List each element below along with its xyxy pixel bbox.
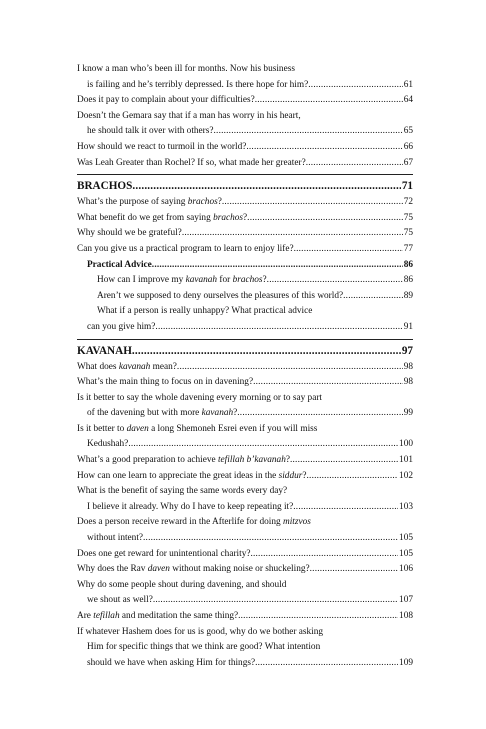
toc-entry-text: can you give him? [87,321,156,332]
page-number: 101 [399,455,413,466]
toc-entry[interactable] [77,609,413,625]
toc-entry-text: Him for specific things that we think are good? What intention [87,642,321,653]
page-number: 77 [403,243,413,254]
page-number: 66 [403,141,413,152]
toc-entry-text: What if a person is really unhappy? What practical advice [97,306,313,317]
page-number: 105 [399,548,413,559]
page-number: 67 [403,157,413,168]
toc-entry[interactable] [77,562,413,578]
toc-entry-text: of the davening but with more kavanah? [87,408,238,419]
toc-entry-text: Is it better to say the whole davening every morning or to say part [77,392,323,403]
toc-entry[interactable] [77,375,413,391]
page-number: 86 [403,275,413,286]
toc-entry[interactable] [77,391,413,422]
toc-entry-text: If whatever Hashem does for us is good, why do we bother asking [77,626,324,637]
page-number: 64 [403,95,413,106]
toc-entry-text: Is it better to daven a long Shemoneh Esrei even if you will miss [77,423,318,434]
page-number: 100 [399,439,413,450]
dot-leader [247,211,403,227]
dot-leader [246,140,402,156]
toc-entry-text: How can one learn to appreciate the great ideas in the siddur? [77,470,307,481]
dot-leader [306,156,403,172]
toc-entry-text: Aren’t we supposed to deny ourselves the pleasures of this world? [97,290,344,301]
toc-entry[interactable] [77,625,413,672]
dot-leader [255,656,398,672]
toc-entry-text: should we have when asking Him for things? [87,657,256,668]
toc-entry[interactable] [77,547,413,563]
toc-entry[interactable] [77,304,413,335]
page-number: 109 [399,657,413,668]
toc-entry-text: without intent? [87,533,144,544]
toc-entry-text: Doesn’t the Gemara say that if a man has worry in his heart, [77,110,301,121]
toc-entry[interactable] [77,453,413,469]
page-number: 103 [399,501,413,512]
toc-entry[interactable] [77,360,413,376]
dot-leader [290,453,398,469]
dot-leader [308,78,402,94]
toc-entry-text: What’s a good preparation to achieve tefillah b’kavanah? [77,455,290,466]
table-of-contents [77,62,413,671]
toc-entry-text: Why do some people shout during davening, and should [77,579,287,590]
page-number: 71 [401,180,413,193]
toc-entry[interactable] [77,242,413,258]
toc-entry[interactable] [77,156,413,172]
page-number: 65 [403,126,413,137]
page-number: 106 [399,564,413,575]
toc-entry-text: is failing and he’s terribly depressed. Is there hope for him? [87,79,309,90]
toc-entry-text: Kedushah? [87,439,129,450]
section-title: BRACHOS [77,180,133,193]
dot-leader [153,593,398,609]
toc-entry-text: What is the benefit of saying the same words every day? [77,486,288,497]
toc-entry-text: How should we react to turmoil in the world? [77,141,247,152]
toc-section-heading[interactable] [77,174,413,195]
toc-entry[interactable] [77,422,413,453]
page-number: 98 [403,361,413,372]
page-number: 97 [401,344,413,357]
toc-entry-text: Does a person receive reward in the Afterlife for doing mitzvos [77,517,311,528]
toc-entry-text: Does one get reward for unintentional charity? [77,548,251,559]
page-number: 105 [399,533,413,544]
section-title: KAVANAH [77,344,132,357]
toc-entry[interactable] [77,109,413,140]
page-number: 98 [403,377,413,388]
toc-entry[interactable] [77,226,413,242]
toc-entry-text: What’s the purpose of saying brachos? [77,197,222,208]
dot-leader [152,258,403,274]
page-number: 75 [403,212,413,223]
page-number: 72 [403,197,413,208]
dot-leader [307,469,399,485]
toc-entry-text: Can you give us a practical program to learn to enjoy life? [77,243,294,254]
dot-leader [128,437,398,453]
dot-leader [132,178,400,195]
toc-entry[interactable] [77,515,413,546]
toc-entry-text: Why should we be grateful? [77,228,182,239]
page-number: 99 [403,408,413,419]
dot-leader [214,124,403,140]
toc-entry-text: Are tefillah and meditation the same thing? [77,611,239,621]
toc-entry-text: we shout as well? [87,595,153,606]
toc-entry-text: he should talk it over with others? [87,126,214,137]
dot-leader [143,531,398,547]
toc-entry-text: Practical Advice [87,259,152,270]
dot-leader [155,320,402,336]
toc-entry[interactable] [77,273,413,289]
toc-entry[interactable] [77,93,413,109]
dot-leader [343,289,403,305]
dot-leader [132,343,401,360]
dot-leader [253,375,403,391]
toc-entry-text: I know a man who’s been ill for months. Now his business [77,64,295,74]
toc-entry[interactable] [77,289,413,305]
toc-entry-text: I believe it already. Why do I have to keep repeating it? [87,501,294,512]
toc-section-heading[interactable] [77,339,413,360]
dot-leader [255,93,403,109]
toc-entry-text: Does it pay to complain about your difficulties? [77,95,255,106]
page-number: 102 [399,470,413,481]
dot-leader [293,500,398,516]
toc-entry[interactable] [77,140,413,156]
dot-leader [182,226,403,242]
toc-entry[interactable] [77,211,413,227]
toc-entry[interactable] [77,62,413,93]
toc-entry-text: How can I improve my kavanah for brachos? [97,275,267,286]
dot-leader [177,360,403,376]
toc-entry-text: What’s the main thing to focus on in davening? [77,377,254,388]
toc-entry-text: Why does the Rav daven without making noise or shuckeling? [77,564,310,575]
toc-entry[interactable] [77,578,413,609]
dot-leader [294,242,403,258]
dot-leader [222,195,403,211]
page-number: 107 [399,595,413,606]
page-number: 75 [403,228,413,239]
toc-entry-text: What benefit do we get from saying brachos? [77,212,248,223]
toc-entry[interactable] [77,484,413,515]
page-number: 61 [403,79,413,90]
dot-leader [238,609,398,625]
dot-leader [310,562,398,578]
toc-entry-text: Was Leah Greater than Rochel? If so, what made her greater? [77,157,306,168]
page-number: 89 [403,290,413,301]
toc-subheading[interactable] [77,258,413,274]
page-number: 86 [403,259,413,270]
page-number: 91 [403,321,413,332]
dot-leader [250,547,398,563]
dot-leader [267,273,403,289]
toc-entry[interactable] [77,469,413,485]
toc-entry-text: What does kavanah mean? [77,361,177,372]
dot-leader [237,406,402,422]
toc-entry[interactable] [77,195,413,211]
page-number: 108 [399,611,413,621]
